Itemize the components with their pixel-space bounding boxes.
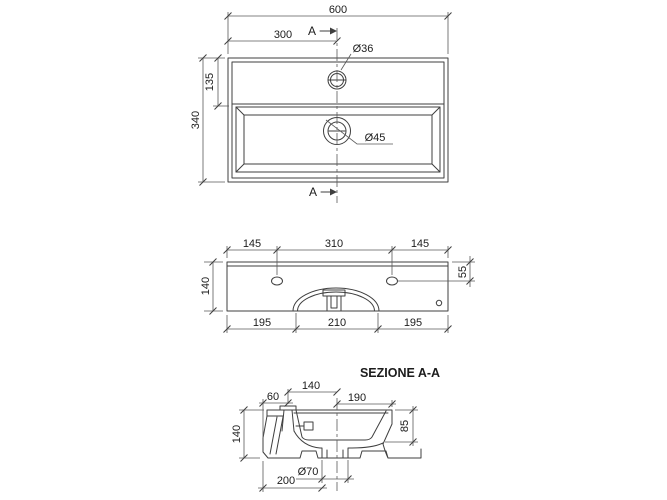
dim-text-60: 60 [266, 391, 280, 403]
dim-text-85: 85 [399, 419, 411, 433]
dim-text-200: 200 [276, 475, 296, 487]
dim-text-135: 135 [204, 72, 216, 92]
section-marker-a-top: A [307, 24, 317, 38]
front-view [200, 238, 475, 333]
front-drain-body [327, 296, 341, 311]
dim-text-140-section-top: 140 [301, 380, 321, 392]
plan-outer-rim [228, 58, 448, 182]
front-overflow-hole [436, 300, 441, 305]
dim-text-300: 300 [273, 29, 293, 41]
section-view [231, 366, 440, 492]
dim-text-190: 190 [347, 392, 367, 404]
front-fixing-hole-right [387, 277, 398, 285]
section-bowl-interior [294, 410, 388, 440]
plan-view [190, 4, 452, 203]
dim-text-140-section-left: 140 [231, 424, 243, 444]
section-pedestal-legs [270, 417, 283, 454]
section-marker-a-bottom: A [308, 185, 318, 199]
section-arrow-top-head [330, 28, 337, 35]
dim-text-600: 600 [328, 4, 348, 16]
front-fixing-hole-left [272, 277, 283, 285]
plan-inner-rim [232, 62, 444, 178]
dim-text-140-front: 140 [200, 276, 212, 296]
label-text-d45: Ø45 [364, 132, 386, 144]
label-text-d36: Ø36 [352, 43, 374, 55]
section-bowl-shell-and-drain-stem [294, 431, 383, 458]
dim-text-340: 340 [190, 110, 202, 130]
section-tap-flange [280, 406, 296, 410]
plan-dimension-ticks [200, 13, 452, 186]
label-text-d70: Ø70 [297, 466, 319, 478]
dim-text-55: 55 [457, 265, 469, 279]
dim-text-145-left: 145 [242, 238, 262, 250]
dim-text-195-right: 195 [403, 317, 423, 329]
section-arrow-bottom-head [330, 189, 337, 196]
dim-text-210: 210 [327, 317, 347, 329]
dim-text-310: 310 [324, 238, 344, 250]
dim-text-145-right: 145 [410, 238, 430, 250]
section-fixing-boss [304, 422, 313, 430]
section-tap-sleeve [282, 410, 294, 431]
dim-text-195-left: 195 [252, 317, 272, 329]
section-title: SEZIONE A-A [359, 366, 441, 380]
section-body-outline [263, 410, 421, 458]
